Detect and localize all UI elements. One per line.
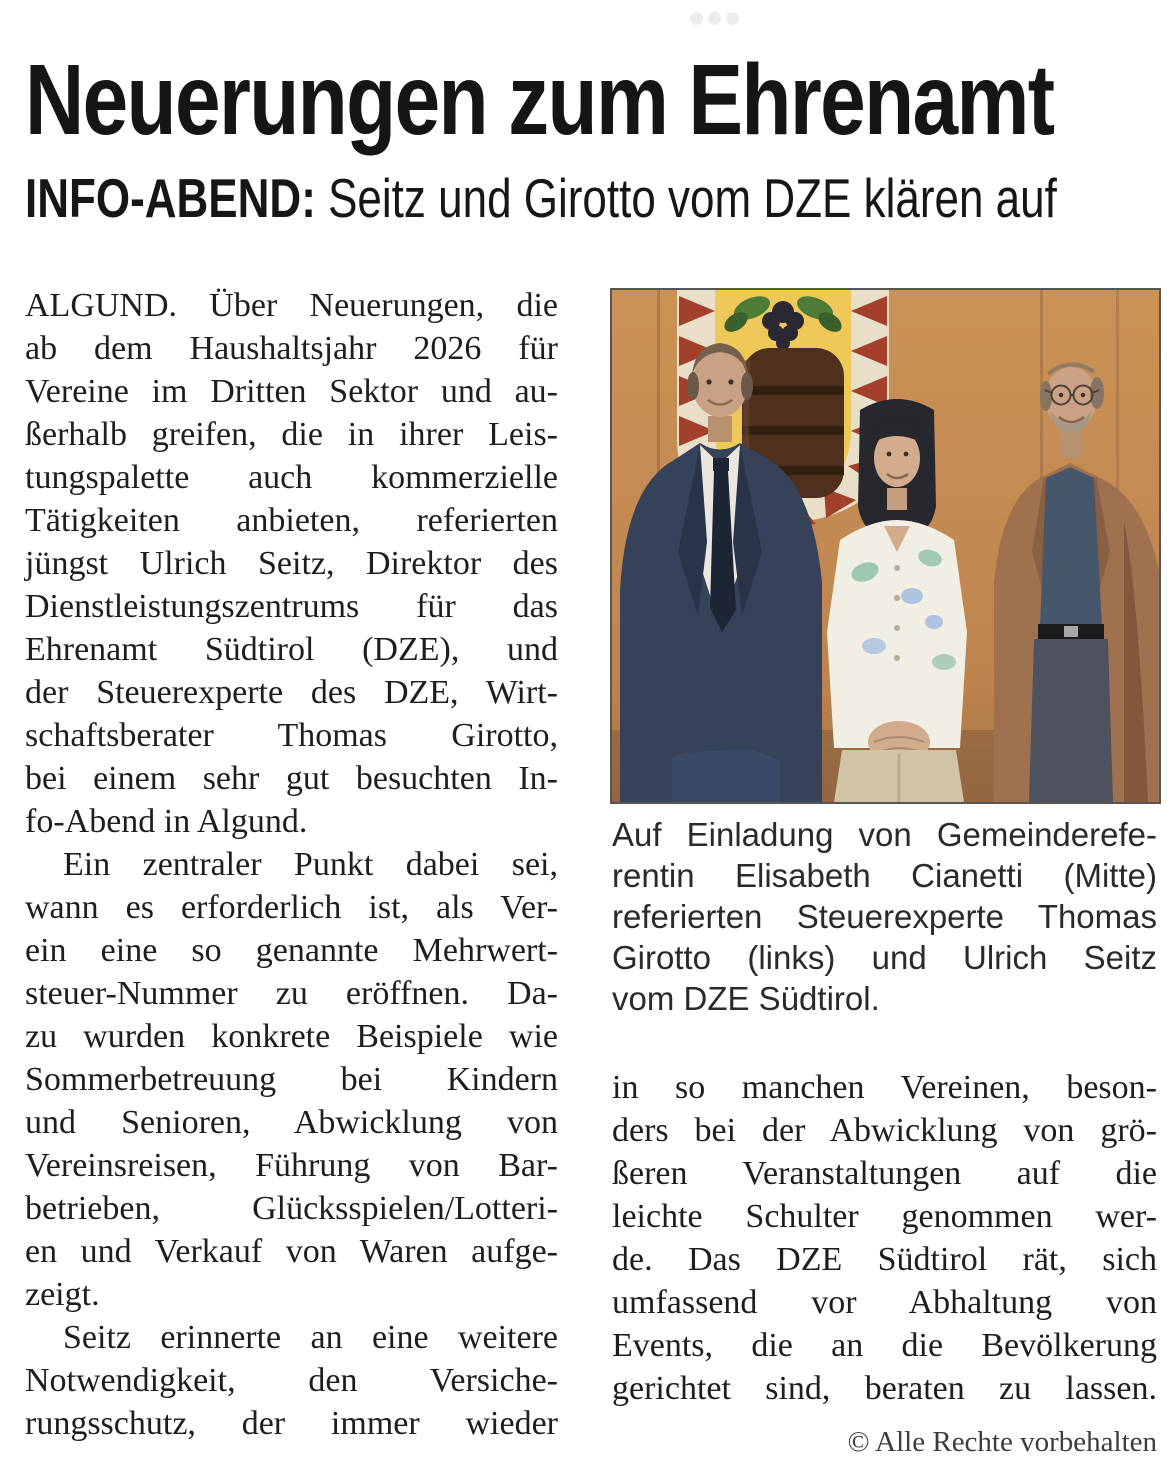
body-line: Notwendigkeit, den Versiche- (25, 1362, 558, 1399)
caption-line: referierten Steuerexperte Thomas (612, 898, 1157, 935)
copyright-notice: © Alle Rechte vorbehalten (847, 1426, 1157, 1458)
body-line: bei einem sehr gut besuchten In- (25, 760, 558, 797)
caption-line: vom DZE Südtirol. (612, 980, 880, 1017)
dot-icon (690, 12, 703, 25)
body-line: rungsschutz, der immer wieder (25, 1405, 558, 1442)
body-line: wann es erforderlich ist, als Ver- (25, 889, 558, 926)
body-line: der Steuerexperte des DZE, Wirt- (25, 674, 558, 711)
body-line: Ein zentraler Punkt dabei sei, (63, 846, 558, 883)
body-line: umfassend vor Abhaltung von (612, 1284, 1157, 1321)
body-line: Vereinsreisen, Führung von Bar- (25, 1147, 558, 1184)
dot-icon (726, 12, 739, 25)
body-column-right (612, 1066, 1157, 1410)
caption-line: rentin Elisabeth Cianetti (Mitte) (612, 857, 1157, 894)
body-line: schaftsberater Thomas Girotto, (25, 717, 558, 754)
body-line: ALGUND. Über Neuerungen, die (25, 287, 558, 324)
body-line: leichte Schulter genommen wer- (612, 1198, 1157, 1235)
body-line: Tätigkeiten anbieten, referierten (25, 502, 558, 539)
body-line: gerichtet sind, beraten zu lassen. (612, 1370, 1157, 1407)
kicker-text: Seitz und Girotto vom DZE klären auf (315, 167, 1057, 229)
body-line: Events, die an die Bevölkerung (612, 1327, 1157, 1364)
body-line: Sommerbetreuung bei Kindern (25, 1061, 558, 1098)
body-line: ßerhalb greifen, die in ihrer Leis- (25, 416, 558, 453)
body-line: Dienstleistungszentrums für das (25, 588, 558, 625)
article-headline (25, 44, 1175, 160)
body-line: Ehrenamt Südtirol (DZE), und (25, 631, 558, 668)
body-line: und Senioren, Abwicklung von (25, 1104, 558, 1141)
caption-line: Girotto (links) und Ulrich Seitz (612, 939, 1157, 976)
body-line: Seitz erinnerte an eine weitere (63, 1319, 558, 1356)
body-line: steuer-Nummer zu eröffnen. Da- (25, 975, 558, 1012)
body-line: ein eine so genannte Mehrwert- (25, 932, 558, 969)
body-line: ßeren Veranstaltungen auf die (612, 1155, 1157, 1192)
body-line: in so manchen Vereinen, beson- (612, 1069, 1157, 1106)
body-line: en und Verkauf von Waren aufge- (25, 1233, 558, 1270)
page-menu-dots-icon[interactable] (690, 12, 739, 25)
body-line: tungspalette auch kommerzielle (25, 459, 558, 496)
body-line: zu wurden konkrete Beispiele wie (25, 1018, 558, 1055)
body-line: jüngst Ulrich Seitz, Direktor des (25, 545, 558, 582)
body-line: fo-Abend in Algund. (25, 803, 308, 840)
body-line: zeigt. (25, 1276, 100, 1313)
kicker-label: INFO-ABEND: (25, 167, 316, 229)
article-photo (610, 288, 1161, 804)
article-kicker (25, 167, 1175, 229)
body-line: Vereine im Dritten Sektor und au- (25, 373, 558, 410)
body-line: betrieben, Glücksspielen/Lotteri- (25, 1190, 558, 1227)
headline-text: Neuerungen zum Ehrenamt (25, 44, 1054, 156)
body-column-left (25, 284, 558, 1445)
photo-caption (612, 814, 1157, 1019)
dot-icon (708, 12, 721, 25)
body-line: de. Das DZE Südtirol rät, sich (612, 1241, 1157, 1278)
body-line: ders bei der Abwicklung von grö- (612, 1112, 1157, 1149)
body-line: ab dem Haushaltsjahr 2026 für (25, 330, 558, 367)
caption-line: Auf Einladung von Gemeinderefe- (612, 816, 1157, 853)
